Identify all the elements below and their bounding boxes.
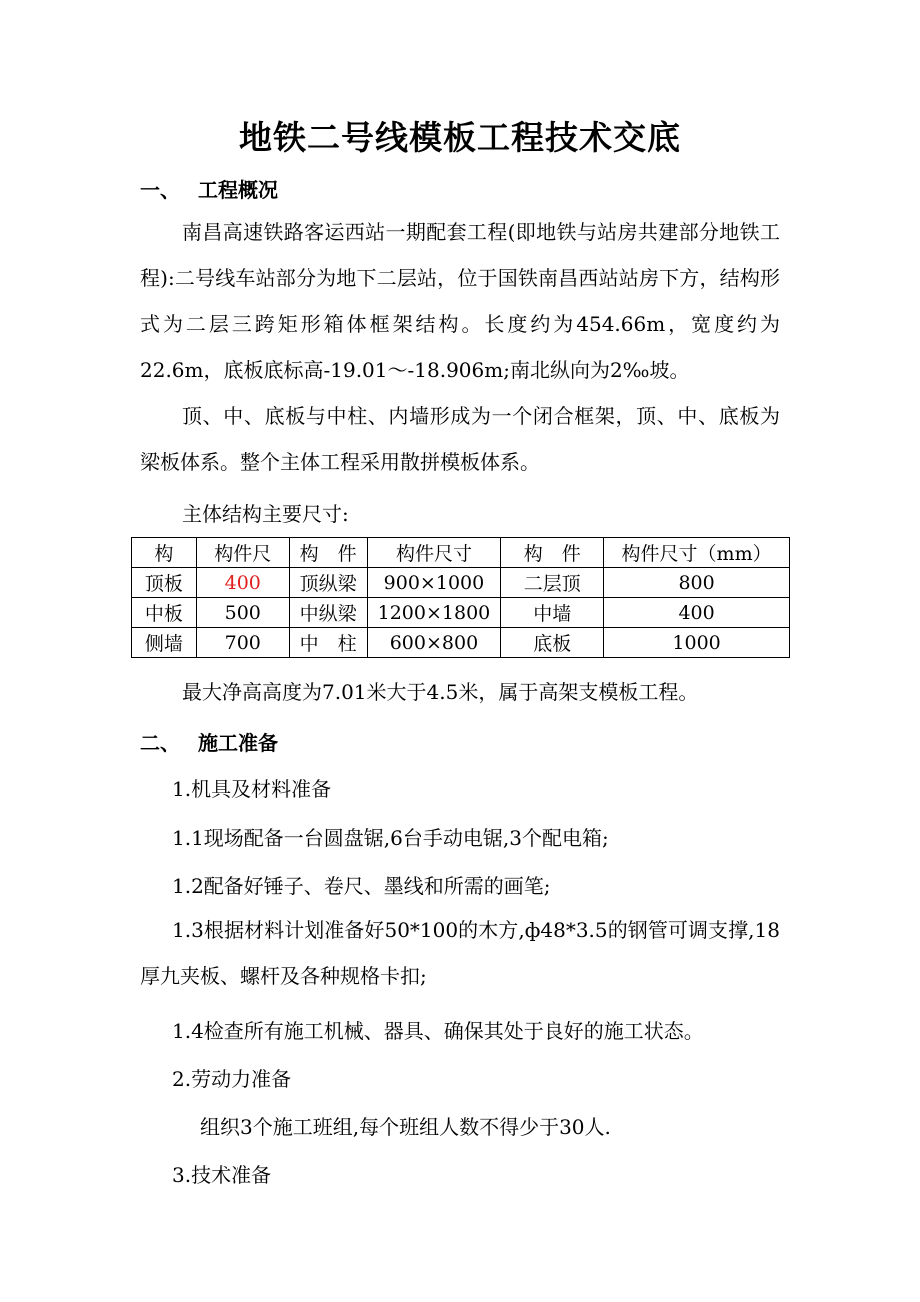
table-header-cell: 构件尺寸（mm） bbox=[604, 538, 790, 568]
subsection-labor: 2.劳动力准备 bbox=[172, 1067, 292, 1091]
section-heading-overview bbox=[140, 174, 278, 203]
section-number: 二、 bbox=[140, 731, 180, 755]
table-cell: 中板 bbox=[132, 598, 197, 628]
dimensions-table bbox=[131, 537, 790, 658]
table-header-cell: 构件尺 bbox=[196, 538, 289, 568]
table-cell: 800 bbox=[604, 568, 790, 598]
height-note: 最大净高高度为7.01米大于4.5米，属于高架支模板工程。 bbox=[182, 680, 699, 704]
table-cell: 900×1000 bbox=[367, 568, 501, 598]
subsection-tools: 1.机具及材料准备 bbox=[172, 777, 332, 801]
section-heading-preparation bbox=[140, 727, 278, 756]
document-title: 地铁二号线模板工程技术交底 bbox=[239, 118, 681, 157]
table-cell-highlighted: 400 bbox=[196, 568, 289, 598]
overview-paragraph-1: 南昌高速铁路客运西站一期配套工程(即地铁与站房共建部分地铁工程):二号线车站部分为地下二层站，位于国铁南昌西站站房下方，结构形式为二层三跨矩形箱体框架结构。长度约为454.66m，宽度约为22.6m，底板底标高-19.01～-18.906m;南北纵向为2‰坡。 bbox=[140, 220, 780, 382]
table-cell: 二层顶 bbox=[501, 568, 604, 598]
table-cell: 侧墙 bbox=[132, 628, 197, 658]
table-row bbox=[132, 598, 790, 628]
table-caption: 主体结构主要尺寸: bbox=[182, 502, 349, 526]
section-title: 工程概况 bbox=[198, 178, 278, 202]
table-header-cell: 构件尺寸 bbox=[367, 538, 501, 568]
table-cell: 600×800 bbox=[367, 628, 501, 658]
table-header-cell: 构 件 bbox=[501, 538, 604, 568]
labor-text: 组织3个施工班组,每个班组人数不得少于30人. bbox=[200, 1115, 611, 1139]
table-header-cell: 构 bbox=[132, 538, 197, 568]
table-cell: 中 柱 bbox=[289, 628, 367, 658]
list-item: 1.1现场配备一台圆盘锯,6台手动电锯,3个配电箱; bbox=[172, 826, 609, 850]
section-title: 施工准备 bbox=[198, 731, 278, 755]
table-cell: 700 bbox=[196, 628, 289, 658]
list-item: 1.2配备好锤子、卷尺、墨线和所需的画笔; bbox=[172, 874, 551, 898]
table-cell: 顶板 bbox=[132, 568, 197, 598]
table-cell: 中墙 bbox=[501, 598, 604, 628]
table-cell: 中纵梁 bbox=[289, 598, 367, 628]
table-cell: 1000 bbox=[604, 628, 790, 658]
table-cell: 底板 bbox=[501, 628, 604, 658]
table-row bbox=[132, 628, 790, 658]
table-header-row bbox=[132, 538, 790, 568]
overview-paragraph-2: 顶、中、底板与中柱、内墙形成为一个闭合框架，顶、中、底板为梁板体系。整个主体工程采用散拼模板体系。 bbox=[140, 404, 780, 474]
table-row bbox=[132, 568, 790, 598]
table-cell: 500 bbox=[196, 598, 289, 628]
table-cell: 400 bbox=[604, 598, 790, 628]
table-header-cell: 构 件 bbox=[289, 538, 367, 568]
table-cell: 1200×1800 bbox=[367, 598, 501, 628]
list-item: 1.3根据材料计划准备好50*100的木方,ф48*3.5的钢管可调支撑,18厚九夹板、螺杆及各种规格卡扣; bbox=[140, 918, 780, 988]
list-item: 1.4检查所有施工机械、器具、确保其处于良好的施工状态。 bbox=[172, 1019, 704, 1043]
section-number: 一、 bbox=[140, 178, 180, 202]
table-cell: 顶纵梁 bbox=[289, 568, 367, 598]
subsection-technical: 3.技术准备 bbox=[172, 1163, 272, 1187]
